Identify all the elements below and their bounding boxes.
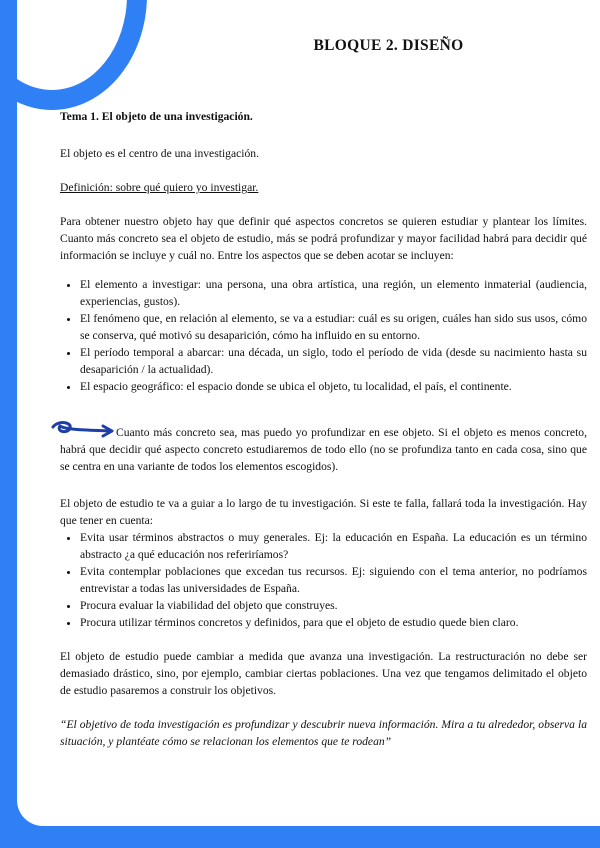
section-heading: Tema 1. El objeto de una investigación. (60, 110, 253, 123)
quote-text: “El objetivo de toda investigación es profundizar y descubrir nueva información. Mira a tu alrededor, observa la situación, y plantéate cómo se relacionan los elementos que te rodean” (60, 718, 587, 748)
intro-text: El objeto es el centro de una investigación. (60, 147, 259, 160)
decorative-corner-arc (17, 0, 147, 110)
paragraph-3: El objeto de estudio te va a guiar a lo largo de tu investigación. Si este te falla, fallará toda la investigación. Hay que tener en cuenta: (60, 497, 587, 527)
list-item: • El fenómeno que, en relación al elemento, se va a estudiar: cuál es su origen, cuáles han sido sus usos, cómo se conserva, qué motivó su desaparición, cómo ha influido en su entorno. (80, 310, 587, 344)
document-body (60, 108, 587, 750)
list-item: • Evita contemplar poblaciones que excedan tus recursos. Ej: siguiendo con el tema anterior, no podríamos entrevistar a todas las universidades de España. (80, 563, 587, 597)
list-item: • El elemento a investigar: una persona, una obra artística, una región, un elemento inmaterial (audiencia, experiencias, gustos). (80, 276, 587, 310)
arrow-paragraph (60, 424, 587, 475)
list-item: • El espacio geográfico: el espacio donde se ubica el objeto, tu localidad, el país, el continente. (80, 378, 587, 395)
list-item: • Evita usar términos abstractos o muy generales. Ej: la educación en España. La educación es un término abstracto ¿a qué educación nos referiríamos? (80, 529, 587, 563)
paragraph-2: Cuanto más concreto sea, mas puedo yo profundizar en ese objeto. Si el objeto es menos concreto, habrá que decidir qué aspecto concreto estudiaremos de todo ello (no se profundiza tanto en cada cosa, sino que se centra en una variante de todos los elementos escogidos). (60, 426, 587, 473)
list-item: • Procura evaluar la viabilidad del objeto que construyes. (80, 597, 587, 614)
definition-underlined: Definición: sobre qué quiero yo investigar. (60, 181, 259, 194)
list-item: • El período temporal a abarcar: una década, un siglo, todo el período de vida (desde su nacimiento hasta su desaparición / la actualidad). (80, 344, 587, 378)
list-item: • Procura utilizar términos concretos y definidos, para que el objeto de estudio quede bien claro. (80, 614, 587, 631)
tips-list (60, 529, 587, 631)
aspects-list (60, 276, 587, 395)
page-title: BLOQUE 2. DISEÑO (313, 37, 464, 54)
document-page (17, 0, 600, 826)
paragraph-1: Para obtener nuestro objeto hay que definir qué aspectos concretos se quieren estudiar y plantear los límites. Cuanto más concreto sea el objeto de estudio, más se podrá profundizar y mayor facilidad habrá para decidir qué información se incluye y cuál no. Entre los aspectos que se deben acotar se incluyen: (60, 215, 587, 262)
paragraph-4: El objeto de estudio puede cambiar a medida que avanza una investigación. La restructuración no debe ser demasiado drástico, sino, por ejemplo, cambiar ciertas poblaciones. Una vez que tengamos delimitado el objeto de estudio pasaremos a construir los objetivos. (60, 650, 587, 697)
definition-text (60, 179, 587, 196)
arrow-icon (50, 418, 122, 444)
